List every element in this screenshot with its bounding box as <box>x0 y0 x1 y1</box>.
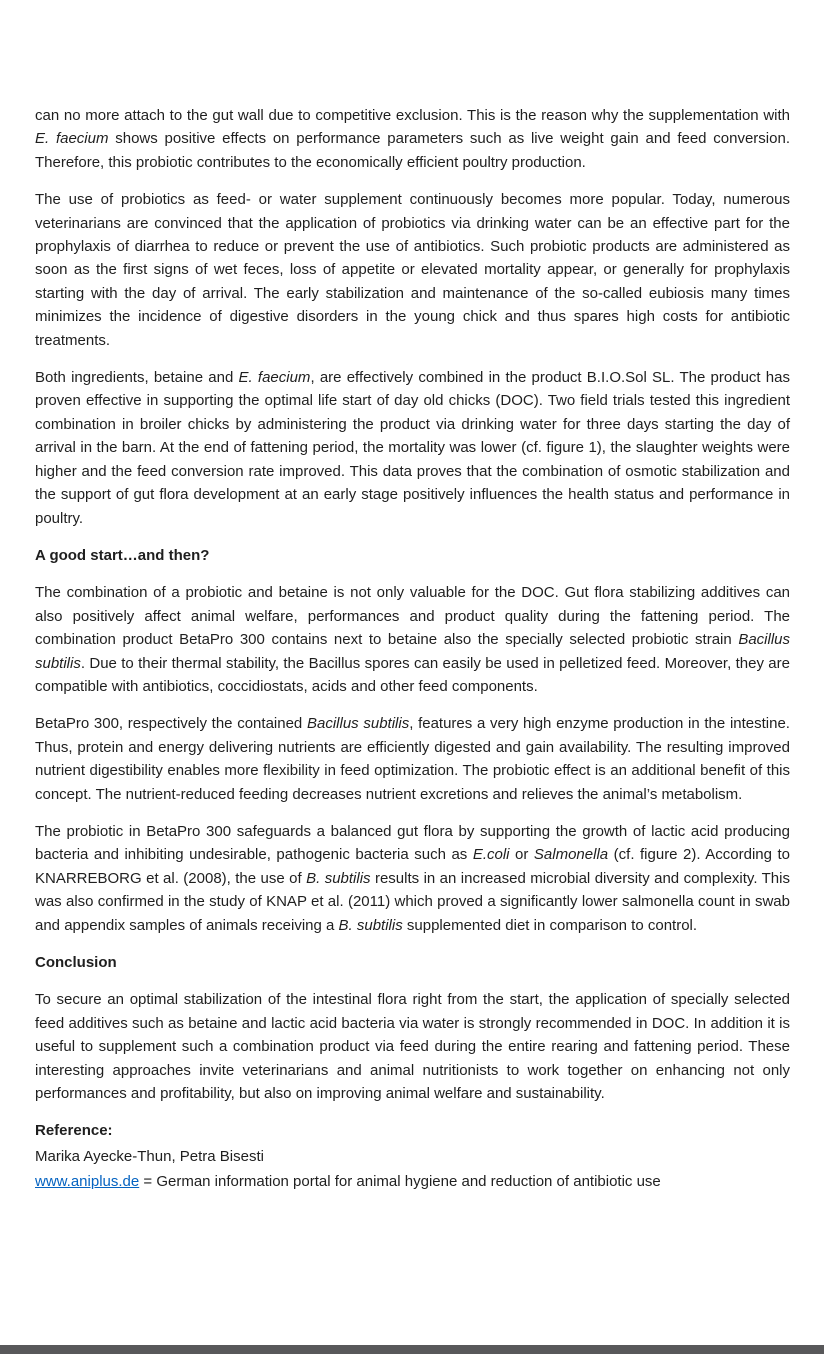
paragraph-authors <box>35 1145 790 1168</box>
paragraph-betapro-combination <box>35 581 790 698</box>
bottom-bar <box>0 1345 824 1354</box>
text-run: B. subtilis <box>338 916 403 934</box>
text-run: The combination of a probiotic and betaine is not only valuable for the DOC. Gut flora stabilizing additives can also positively affect animal welfare, performances and product quality during the fattening period. The combination product BetaPro 300 contains next to betaine also the specially selected probiotic strain <box>35 584 790 649</box>
text-run: . Due to their thermal stability, the Bacillus spores can easily be used in pelletized feed. Moreover, they are compatible with antibiotics, coccidiostats, acids and other feed components. <box>35 654 790 695</box>
paragraph-conclusion <box>35 988 790 1105</box>
text-run: or <box>509 846 534 864</box>
text-run: Conclusion <box>35 954 117 971</box>
text-run: Bacillus subtilis <box>35 631 790 672</box>
heading-conclusion <box>35 951 790 974</box>
paragraph-biosol-sl <box>35 366 790 530</box>
text-run: can no more attach to the gut wall due to competitive exclusion. This is the reason why the supplementation with <box>35 107 790 124</box>
paragraph-competitive-exclusion <box>35 104 790 174</box>
paragraph-probiotics-water-supplement <box>35 188 790 352</box>
text-run: Both ingredients, betaine and <box>35 369 239 387</box>
aniplus-link[interactable]: www.aniplus.de <box>35 1173 140 1191</box>
text-run: shows positive effects on performance parameters such as live weight gain and feed conversion. Therefore, this probiotic contributes to the economically efficient poultry production. <box>35 130 790 171</box>
text-run: Bacillus subtilis <box>306 715 410 733</box>
text-run: BetaPro 300, respectively the contained <box>35 715 307 733</box>
text-run: , are effectively combined in the product B.I.O.Sol SL. The product has proven effective in supporting the optimal life start of day old chicks (DOC). Two field trials tested this ingredient combination in broiler chicks by administering the product via drinking water for three days starting the day of arrival in the barn. At the end of fattening period, the mortality was lower (cf. figure 1), the slaughter weights were higher and the feed conversion rate improved. This data proves that the combination of osmotic stabilization and the support of gut flora development at an early stage positively influences the health status and performance in poultry. <box>35 369 790 527</box>
text-run: , features a very high enzyme production in the intestine. Thus, protein and energy delivering nutrients are efficiently digested and gain availability. The resulting improved nutrient digestibility enables more flexibility in feed optimization. The probiotic effect is an additional benefit of this concept. The nutrient-reduced feeding decreases nutrient excretions and relieves the animal’s metabolism. <box>35 715 790 803</box>
text-run: B. subtilis <box>306 869 371 887</box>
text-run: results in an increased microbial diversity and complexity. This was also confirmed in the study of KNAP et al. (2011) which proved a significantly lower salmonella count in swab and appendix samples of animals receiving a <box>35 869 790 934</box>
heading-reference <box>35 1119 790 1142</box>
text-run: To secure an optimal stabilization of the intestinal flora right from the start, the application of specially selected feed additives such as betaine and lactic acid bacteria via water is strongly recommended in DOC. In addition it is useful to supplement such a combination product via feed during the entire rearing and fattening period. These interesting approaches invite veterinarians and animal nutritionists to work together on enhancing not only performances and profitability, but also on improving animal welfare and sustainability. <box>35 991 790 1103</box>
heading-good-start <box>35 544 790 567</box>
text-run: A good start…and then? <box>35 546 210 564</box>
text-run: Salmonella <box>533 846 609 864</box>
text-run: = German information portal for animal hygiene and reduction of antibiotic use <box>139 1173 661 1191</box>
text-run: The use of probiotics as feed- or water supplement continuously becomes more popular. Today, numerous veterinarians are convinced that the application of probiotics via drinking water can be an effective part for the prophylaxis of diarrhea to reduce or prevent the use of antibiotics. Such probiotic products are administered as soon as the first signs of wet feces, loss of appetite or elevated mortality appear, or generally for prophylaxis starting with the day of arrival. The early stabilization and maintenance of the so-called eubiosis many times minimizes the incidence of digestive disorders in the young chick and thus spares high costs for antibiotic treatments. <box>35 191 790 349</box>
text-run: E. faecium <box>238 369 311 387</box>
paragraph-gut-flora-safeguard <box>35 820 790 937</box>
text-run: The probiotic in BetaPro 300 safeguards a balanced gut flora by supporting the growth of lactic acid producing bacteria and inhibiting undesirable, pathogenic bacteria such as <box>35 822 790 864</box>
text-run: (cf. figure 2). According to KNARREBORG et al. (2008), the use of <box>35 846 790 887</box>
text-run: supplemented diet in comparison to control. <box>402 916 698 934</box>
text-run: E.coli <box>472 846 510 864</box>
text-run: E. faecium <box>35 130 109 148</box>
document-content <box>35 104 790 1194</box>
text-run: Reference: <box>35 1122 113 1140</box>
text-run: Marika Ayecke-Thun, Petra Bisesti <box>35 1147 264 1165</box>
paragraph-enzyme-production <box>35 712 790 806</box>
paragraph-reference-link <box>35 1170 790 1193</box>
